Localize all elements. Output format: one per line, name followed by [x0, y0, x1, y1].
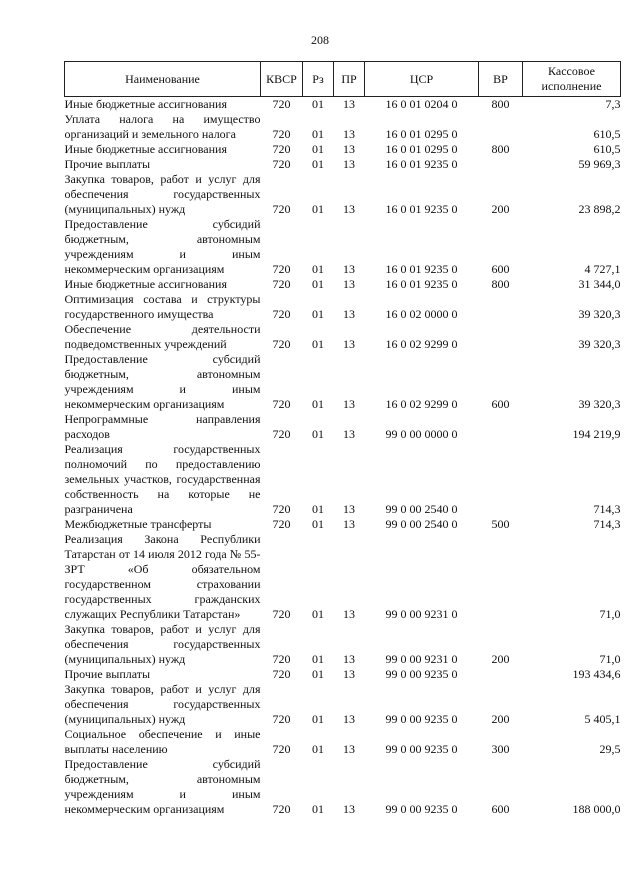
- cell-amount: 188 000,0: [572, 802, 621, 816]
- cell-csr: 99 0 00 9235 0: [385, 667, 458, 681]
- cell-pr: 13: [343, 517, 355, 531]
- cell-kvsr: 720: [272, 742, 291, 756]
- cell-vr: 800: [491, 277, 510, 291]
- cell-vr: 200: [491, 202, 510, 216]
- cell-name: Прочие выплаты: [64, 667, 151, 681]
- cell-rz: 01: [312, 337, 324, 351]
- cell-vr: 800: [491, 142, 510, 156]
- cell-amount: 31 344,0: [578, 277, 621, 291]
- cell-rz: 01: [312, 502, 324, 516]
- cell-name: Иные бюджетные ассигнования: [64, 277, 227, 291]
- cell-csr: 99 0 00 9231 0: [385, 652, 458, 666]
- cell-rz: 01: [312, 427, 324, 441]
- cell-name: Закупка товаров, работ и услуг для обеспечения государственных (муниципальных) нужд: [64, 622, 261, 666]
- header-kvsr: КВСР: [261, 62, 303, 97]
- cell-rz: 01: [312, 277, 324, 291]
- cell-name: Предоставление субсидий бюджетным, автономным учреждениям и иным некоммерческим организациям: [64, 352, 261, 411]
- cell-vr: 600: [491, 397, 510, 411]
- cell-name: Закупка товаров, работ и услуг для обеспечения государственных (муниципальных) нужд: [64, 682, 261, 726]
- cell-rz: 01: [312, 262, 324, 276]
- cell-vr: 300: [491, 742, 510, 756]
- cell-amount: 610,5: [593, 142, 621, 156]
- header-pr: ПР: [334, 62, 365, 97]
- cell-amount: 714,3: [593, 517, 621, 531]
- cell-vr: [479, 322, 523, 352]
- cell-csr: 16 0 01 0295 0: [385, 142, 458, 156]
- cell-csr: 99 0 00 9235 0: [385, 802, 458, 816]
- cell-kvsr: 720: [272, 652, 291, 666]
- cell-csr: 16 0 01 9235 0: [385, 202, 458, 216]
- cell-rz: 01: [312, 157, 324, 171]
- cell-csr: 16 0 02 9299 0: [385, 397, 458, 411]
- cell-vr: [479, 412, 523, 442]
- cell-amount: 39 320,3: [578, 337, 621, 351]
- cell-kvsr: 720: [272, 397, 291, 411]
- cell-csr: 16 0 01 0204 0: [385, 97, 458, 111]
- table-row: [65, 157, 621, 172]
- header-rz: Рз: [303, 62, 334, 97]
- cell-amount: 193 434,6: [572, 667, 621, 681]
- table-row: [65, 517, 621, 532]
- cell-amount: 39 320,3: [578, 397, 621, 411]
- table-row: [65, 682, 621, 727]
- cell-kvsr: 720: [272, 307, 291, 321]
- cell-kvsr: 720: [272, 127, 291, 141]
- cell-kvsr: 720: [272, 97, 291, 111]
- cell-csr: 99 0 00 9235 0: [385, 712, 458, 726]
- cell-pr: 13: [343, 142, 355, 156]
- cell-pr: 13: [343, 802, 355, 816]
- cell-pr: 13: [343, 667, 355, 681]
- cell-rz: 01: [312, 712, 324, 726]
- cell-pr: 13: [343, 202, 355, 216]
- cell-amount: 71,0: [599, 652, 621, 666]
- cell-vr: 200: [491, 712, 510, 726]
- table-header-row: [65, 62, 621, 97]
- cell-pr: 13: [343, 127, 355, 141]
- cell-pr: 13: [343, 97, 355, 111]
- cell-kvsr: 720: [272, 337, 291, 351]
- cell-pr: 13: [343, 742, 355, 756]
- cell-pr: 13: [343, 157, 355, 171]
- cell-rz: 01: [312, 802, 324, 816]
- table-row: [65, 322, 621, 352]
- cell-name: Предоставление субсидий бюджетным, автономным учреждениям и иным некоммерческим организациям: [64, 217, 261, 276]
- header-amount: Кассовое исполнение: [523, 62, 621, 97]
- cell-amount: 4 727,1: [584, 262, 621, 276]
- table-row: [65, 277, 621, 292]
- cell-csr: 16 0 01 9235 0: [385, 157, 458, 171]
- header-vr: ВР: [479, 62, 523, 97]
- cell-vr: 800: [491, 97, 510, 111]
- cell-pr: 13: [343, 712, 355, 726]
- table-body: [65, 97, 621, 818]
- cell-name: Межбюджетные трансферты: [64, 517, 212, 531]
- cell-rz: 01: [312, 142, 324, 156]
- cell-csr: 99 0 00 9231 0: [385, 607, 458, 621]
- cell-rz: 01: [312, 202, 324, 216]
- header-name: Наименование: [65, 62, 261, 97]
- page-number: 208: [311, 33, 329, 47]
- cell-csr: 99 0 00 2540 0: [385, 502, 458, 516]
- table-row: [65, 112, 621, 142]
- cell-kvsr: 720: [272, 517, 291, 531]
- cell-amount: 29,5: [599, 742, 621, 756]
- cell-rz: 01: [312, 397, 324, 411]
- cell-csr: 16 0 01 9235 0: [385, 277, 458, 291]
- cell-pr: 13: [343, 427, 355, 441]
- cell-pr: 13: [343, 337, 355, 351]
- table-row: [65, 532, 621, 622]
- cell-rz: 01: [312, 742, 324, 756]
- cell-vr: [479, 442, 523, 517]
- cell-name: Иные бюджетные ассигнования: [64, 142, 227, 156]
- cell-csr: 16 0 02 9299 0: [385, 337, 458, 351]
- cell-name: Социальное обеспечение и иные выплаты населению: [64, 727, 261, 756]
- cell-kvsr: 720: [272, 712, 291, 726]
- cell-csr: 16 0 01 0295 0: [385, 127, 458, 141]
- cell-name: Непрограммные направления расходов: [64, 412, 261, 441]
- cell-pr: 13: [343, 307, 355, 321]
- cell-amount: 59 969,3: [578, 157, 621, 171]
- cell-name: Реализация Закона Республики Татарстан от 14 июля 2012 года № 55-ЗРТ «Об обязательном государственном страховании государственных гражданских служащих Республики Татарстан»: [64, 532, 261, 621]
- cell-pr: 13: [343, 652, 355, 666]
- cell-vr: 600: [491, 802, 510, 816]
- cell-pr: 13: [343, 262, 355, 276]
- cell-rz: 01: [312, 307, 324, 321]
- table-row: [65, 757, 621, 817]
- cell-csr: 99 0 00 0000 0: [385, 427, 458, 441]
- cell-pr: 13: [343, 502, 355, 516]
- cell-rz: 01: [312, 97, 324, 111]
- cell-amount: 194 219,9: [572, 427, 621, 441]
- cell-vr: 600: [491, 262, 510, 276]
- cell-amount: 7,3: [605, 97, 621, 111]
- cell-kvsr: 720: [272, 502, 291, 516]
- table-row: [65, 97, 621, 113]
- table-row: [65, 352, 621, 412]
- cell-rz: 01: [312, 652, 324, 666]
- cell-vr: [479, 532, 523, 622]
- table-row: [65, 442, 621, 517]
- cell-kvsr: 720: [272, 277, 291, 291]
- cell-pr: 13: [343, 277, 355, 291]
- cell-name: Обеспечение деятельности подведомственных учреждений: [64, 322, 261, 351]
- table-row: [65, 622, 621, 667]
- cell-kvsr: 720: [272, 667, 291, 681]
- cell-rz: 01: [312, 607, 324, 621]
- cell-kvsr: 720: [272, 802, 291, 816]
- table-row: [65, 142, 621, 157]
- cell-csr: 99 0 00 2540 0: [385, 517, 458, 531]
- cell-amount: 714,3: [593, 502, 621, 516]
- cell-vr: [479, 157, 523, 172]
- cell-name: Оптимизация состава и структуры государственного имущества: [64, 292, 261, 321]
- cell-csr: 16 0 01 9235 0: [385, 262, 458, 276]
- cell-kvsr: 720: [272, 427, 291, 441]
- cell-name: Прочие выплаты: [64, 157, 151, 171]
- cell-csr: 16 0 02 0000 0: [385, 307, 458, 321]
- cell-name: Уплата налога на имущество организаций и земельного налога: [64, 112, 261, 141]
- table-row: [65, 727, 621, 757]
- cell-kvsr: 720: [272, 142, 291, 156]
- cell-pr: 13: [343, 397, 355, 411]
- cell-kvsr: 720: [272, 262, 291, 276]
- cell-rz: 01: [312, 127, 324, 141]
- cell-name: Предоставление субсидий бюджетным, автономным учреждениям и иным некоммерческим организациям: [64, 757, 261, 816]
- cell-amount: 610,5: [593, 127, 621, 141]
- cell-kvsr: 720: [272, 202, 291, 216]
- cell-name: Закупка товаров, работ и услуг для обеспечения государственных (муниципальных) нужд: [64, 172, 261, 216]
- table-row: [65, 172, 621, 217]
- cell-kvsr: 720: [272, 607, 291, 621]
- table-row: [65, 667, 621, 682]
- cell-amount: 71,0: [599, 607, 621, 621]
- cell-rz: 01: [312, 517, 324, 531]
- cell-amount: 23 898,2: [578, 202, 621, 216]
- cell-name: Реализация государственных полномочий по предоставлению земельных участков, государственная собственность на которые не разграничена: [64, 442, 261, 516]
- cell-pr: 13: [343, 607, 355, 621]
- cell-amount: 5 405,1: [584, 712, 621, 726]
- cell-vr: [479, 112, 523, 142]
- table-row: [65, 292, 621, 322]
- header-csr: ЦСР: [365, 62, 479, 97]
- cell-vr: [479, 667, 523, 682]
- cell-name: Иные бюджетные ассигнования: [64, 97, 227, 111]
- cell-csr: 99 0 00 9235 0: [385, 742, 458, 756]
- cell-amount: 39 320,3: [578, 307, 621, 321]
- cell-rz: 01: [312, 667, 324, 681]
- cell-vr: 200: [491, 652, 510, 666]
- cell-vr: [479, 292, 523, 322]
- cell-kvsr: 720: [272, 157, 291, 171]
- table-row: [65, 217, 621, 277]
- budget-table: [64, 61, 621, 817]
- table-row: [65, 412, 621, 442]
- cell-vr: 500: [491, 517, 510, 531]
